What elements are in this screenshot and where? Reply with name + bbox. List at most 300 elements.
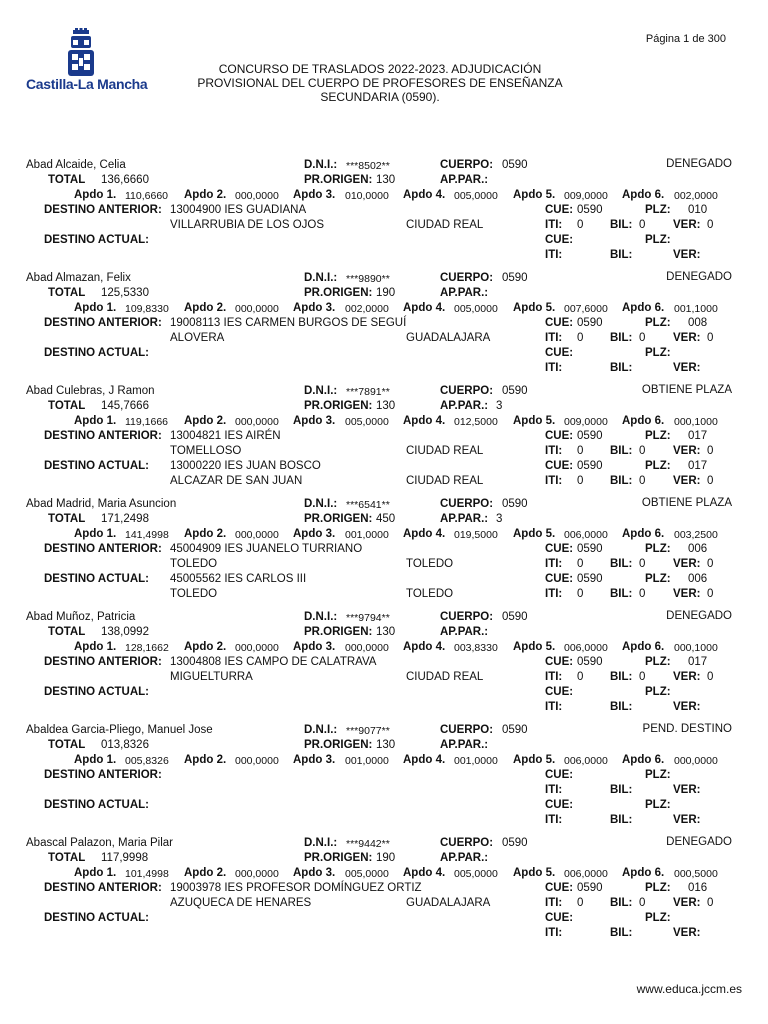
iti-label: ITI: [545, 927, 563, 939]
pr-origen-label: PR.ORIGEN: [304, 400, 373, 412]
total-value: 013,8326 [101, 739, 149, 751]
dni-value: ***6541** [346, 499, 390, 511]
iti-value: 0 [577, 897, 584, 909]
cue-value: 0590 [577, 543, 603, 555]
apdo2-label: Apdo 2. [184, 754, 227, 766]
destino-anterior-center: 13004821 IES AIRÉN [170, 430, 281, 442]
apdo4-label: Apdo 4. [403, 302, 446, 314]
apdo3-label: Apdo 3. [293, 867, 336, 879]
apdo4-value: 001,0000 [454, 755, 498, 767]
apdo5-label: Apdo 5. [513, 641, 556, 653]
castle-crest-icon [26, 28, 136, 80]
ver-label: VER: [673, 927, 701, 939]
cuerpo-value: 0590 [502, 724, 528, 736]
candidate-name: Abaldea Garcia-Pliego, Manuel Jose [26, 724, 213, 736]
apdo5-value: 006,0000 [564, 755, 608, 767]
cuerpo-value: 0590 [502, 837, 528, 849]
destino-actual-label: DESTINO ACTUAL: [44, 573, 149, 585]
ver-label: VER: [673, 362, 701, 374]
destino-anterior-label: DESTINO ANTERIOR: [44, 543, 162, 555]
pr-origen-label: PR.ORIGEN: [304, 174, 373, 186]
iti-label: ITI: [545, 897, 563, 909]
apdo5-value: 006,0000 [564, 868, 608, 880]
plz-label: PLZ: [645, 347, 671, 359]
title-line: SECUNDARIA (0590). [320, 90, 440, 104]
apdo6-value: 000,5000 [674, 868, 718, 880]
apdo6-label: Apdo 6. [622, 754, 665, 766]
apdo1-value: 119,1666 [125, 416, 169, 428]
apdo5-label: Apdo 5. [513, 754, 556, 766]
plz-value: 016 [688, 882, 708, 894]
ver-value: 0 [707, 219, 714, 231]
ap-par-value: 3 [496, 400, 503, 412]
iti-value: 0 [577, 219, 584, 231]
iti-label: ITI: [545, 362, 563, 374]
candidate-record [0, 272, 768, 382]
bil-value: 0 [639, 219, 646, 231]
cuerpo-label: CUERPO: [440, 385, 494, 397]
iti-label: ITI: [545, 219, 563, 231]
apdo5-value: 009,0000 [564, 416, 608, 428]
cue-value: 0590 [577, 656, 603, 668]
plz-label: PLZ: [645, 543, 671, 555]
ap-par-label: AP.PAR.: [440, 513, 489, 525]
castilla-la-mancha-logo [26, 28, 148, 94]
pr-origen-label: PR.ORIGEN: [304, 739, 373, 751]
dni-label: D.N.I.: [304, 385, 338, 397]
apdo6-label: Apdo 6. [622, 641, 665, 653]
destino-anterior-center: 19008113 IES CARMEN BURGOS DE SEGUÍ [170, 317, 407, 329]
apdo4-value: 019,5000 [454, 529, 498, 541]
apdo3-label: Apdo 3. [293, 189, 336, 201]
ver-label: VER: [673, 671, 701, 683]
iti-label: ITI: [545, 558, 563, 570]
iti-label: ITI: [545, 249, 563, 261]
cuerpo-value: 0590 [502, 498, 528, 510]
apdo1-value: 101,4998 [125, 868, 169, 880]
pr-origen-label: PR.ORIGEN: [304, 852, 373, 864]
cuerpo-label: CUERPO: [440, 724, 494, 736]
destino-actual-center: 45005562 IES CARLOS III [170, 573, 307, 585]
cue-label: CUE: [545, 460, 574, 472]
apdo1-value: 128,1662 [125, 642, 169, 654]
iti-value: 0 [577, 445, 584, 457]
pr-origen-value: 130 [376, 626, 396, 638]
bil-value: 0 [639, 558, 646, 570]
apdo3-label: Apdo 3. [293, 528, 336, 540]
apdo1-value: 141,4998 [125, 529, 169, 541]
apdo6-label: Apdo 6. [622, 189, 665, 201]
cuerpo-value: 0590 [502, 272, 528, 284]
cue-label: CUE: [545, 882, 574, 894]
iti-value: 0 [577, 475, 584, 487]
ver-value: 0 [707, 671, 714, 683]
iti-label: ITI: [545, 332, 563, 344]
apdo1-value: 110,6660 [125, 190, 169, 202]
apdo2-label: Apdo 2. [184, 641, 227, 653]
iti-label: ITI: [545, 814, 563, 826]
iti-label: ITI: [545, 701, 563, 713]
destino-anterior-city: ALOVERA [170, 332, 225, 344]
ver-label: VER: [673, 332, 701, 344]
apdo5-label: Apdo 5. [513, 867, 556, 879]
apdo1-label: Apdo 1. [74, 302, 117, 314]
plz-label: PLZ: [645, 799, 671, 811]
total-label: TOTAL [48, 626, 86, 638]
apdo4-value: 012,5000 [454, 416, 498, 428]
ap-par-label: AP.PAR.: [440, 287, 489, 299]
total-value: 138,0992 [101, 626, 149, 638]
dni-value: ***7891** [346, 386, 390, 398]
destino-actual-label: DESTINO ACTUAL: [44, 460, 149, 472]
iti-label: ITI: [545, 445, 563, 457]
ver-label: VER: [673, 475, 701, 487]
candidate-name: Abascal Palazon, Maria Pilar [26, 837, 174, 849]
ver-label: VER: [673, 588, 701, 600]
dni-value: ***9442** [346, 838, 390, 850]
destino-actual-province: CIUDAD REAL [406, 475, 484, 487]
pr-origen-value: 130 [376, 174, 396, 186]
cue-label: CUE: [545, 912, 574, 924]
ver-label: VER: [673, 558, 701, 570]
apdo2-label: Apdo 2. [184, 528, 227, 540]
iti-value: 0 [577, 588, 584, 600]
bil-label: BIL: [610, 588, 633, 600]
apdo3-value: 010,0000 [345, 190, 389, 202]
cuerpo-value: 0590 [502, 611, 528, 623]
apdo4-value: 005,0000 [454, 868, 498, 880]
cue-value: 0590 [577, 430, 603, 442]
cuerpo-label: CUERPO: [440, 837, 494, 849]
destino-actual-label: DESTINO ACTUAL: [44, 347, 149, 359]
bil-label: BIL: [610, 897, 633, 909]
status-badge: PEND. DESTINO [642, 723, 732, 735]
apdo4-label: Apdo 4. [403, 528, 446, 540]
destino-anterior-label: DESTINO ANTERIOR: [44, 769, 162, 781]
status-badge: OBTIENE PLAZA [641, 384, 732, 396]
apdo6-value: 000,1000 [674, 416, 718, 428]
apdo6-value: 000,1000 [674, 642, 718, 654]
bil-label: BIL: [610, 558, 633, 570]
logo-text: Castilla-La Mancha [26, 76, 148, 92]
apdo4-label: Apdo 4. [403, 867, 446, 879]
apdo1-label: Apdo 1. [74, 641, 117, 653]
candidate-record [0, 385, 768, 495]
ver-value: 0 [707, 332, 714, 344]
total-label: TOTAL [48, 174, 86, 186]
destino-actual-label: DESTINO ACTUAL: [44, 912, 149, 924]
plz-value: 008 [688, 317, 708, 329]
plz-value: 006 [688, 543, 708, 555]
total-value: 145,7666 [101, 400, 149, 412]
plz-label: PLZ: [645, 769, 671, 781]
apdo2-value: 000,0000 [235, 529, 279, 541]
destino-anterior-city: MIGUELTURRA [170, 671, 253, 683]
cuerpo-label: CUERPO: [440, 498, 494, 510]
total-label: TOTAL [48, 852, 86, 864]
bil-value: 0 [639, 332, 646, 344]
bil-value: 0 [639, 445, 646, 457]
destino-anterior-city: TOMELLOSO [170, 445, 242, 457]
status-badge: DENEGADO [666, 158, 732, 170]
destino-anterior-city: TOLEDO [170, 558, 218, 570]
candidate-record [0, 724, 768, 834]
apdo6-value: 000,0000 [674, 755, 718, 767]
plz-value: 017 [688, 430, 708, 442]
bil-label: BIL: [610, 249, 633, 261]
apdo2-label: Apdo 2. [184, 189, 227, 201]
cue-label: CUE: [545, 543, 574, 555]
total-value: 171,2498 [101, 513, 149, 525]
ap-par-label: AP.PAR.: [440, 626, 489, 638]
cue-label: CUE: [545, 799, 574, 811]
cue-value: 0590 [577, 573, 603, 585]
pr-origen-value: 450 [376, 513, 396, 525]
cue-label: CUE: [545, 317, 574, 329]
dni-label: D.N.I.: [304, 837, 338, 849]
apdo1-label: Apdo 1. [74, 754, 117, 766]
apdo3-label: Apdo 3. [293, 302, 336, 314]
apdo2-value: 000,0000 [235, 642, 279, 654]
apdo3-value: 000,0000 [345, 642, 389, 654]
ver-value: 0 [707, 897, 714, 909]
destino-actual-label: DESTINO ACTUAL: [44, 234, 149, 246]
ver-value: 0 [707, 588, 714, 600]
apdo6-value: 001,1000 [674, 303, 718, 315]
status-badge: OBTIENE PLAZA [641, 497, 732, 509]
bil-value: 0 [639, 475, 646, 487]
destino-actual-center: 13000220 IES JUAN BOSCO [170, 460, 321, 472]
candidate-record [0, 837, 768, 947]
page-number: Página 1 de 300 [645, 33, 726, 45]
destino-anterior-province: TOLEDO [406, 558, 454, 570]
candidate-name: Abad Culebras, J Ramon [26, 385, 155, 397]
destino-anterior-label: DESTINO ANTERIOR: [44, 882, 162, 894]
bil-label: BIL: [610, 362, 633, 374]
destino-anterior-label: DESTINO ANTERIOR: [44, 204, 162, 216]
ap-par-label: AP.PAR.: [440, 174, 489, 186]
plz-label: PLZ: [645, 573, 671, 585]
candidate-name: Abad Alcaide, Celia [26, 159, 126, 171]
bil-value: 0 [639, 897, 646, 909]
apdo5-label: Apdo 5. [513, 415, 556, 427]
destino-anterior-label: DESTINO ANTERIOR: [44, 317, 162, 329]
total-value: 117,9998 [101, 852, 149, 864]
total-label: TOTAL [48, 287, 86, 299]
footer-url[interactable]: www.educa.jccm.es [636, 982, 742, 996]
dni-value: ***9890** [346, 273, 390, 285]
ver-label: VER: [673, 219, 701, 231]
dni-value: ***9077** [346, 725, 390, 737]
apdo5-value: 009,0000 [564, 190, 608, 202]
apdo4-label: Apdo 4. [403, 754, 446, 766]
title-line: CONCURSO DE TRASLADOS 2022-2023. ADJUDICACIÓN [218, 62, 542, 76]
destino-anterior-center: 19003978 IES PROFESOR DOMÍNGUEZ ORTIZ [170, 882, 422, 894]
destino-anterior-city: VILLARRUBIA DE LOS OJOS [170, 219, 325, 231]
cue-value: 0590 [577, 882, 603, 894]
bil-label: BIL: [610, 332, 633, 344]
cuerpo-label: CUERPO: [440, 159, 494, 171]
ver-label: VER: [673, 701, 701, 713]
apdo3-value: 005,0000 [345, 868, 389, 880]
ver-label: VER: [673, 784, 701, 796]
apdo3-value: 005,0000 [345, 416, 389, 428]
dni-label: D.N.I.: [304, 611, 338, 623]
apdo2-value: 000,0000 [235, 755, 279, 767]
apdo2-value: 000,0000 [235, 868, 279, 880]
ver-value: 0 [707, 475, 714, 487]
candidate-record [0, 611, 768, 721]
bil-value: 0 [639, 588, 646, 600]
plz-value: 010 [688, 204, 708, 216]
ap-par-label: AP.PAR.: [440, 852, 489, 864]
apdo6-value: 002,0000 [674, 190, 718, 202]
destino-actual-city: ALCAZAR DE SAN JUAN [170, 475, 303, 487]
apdo5-value: 006,0000 [564, 529, 608, 541]
pr-origen-label: PR.ORIGEN: [304, 513, 373, 525]
apdo2-value: 000,0000 [235, 416, 279, 428]
dni-label: D.N.I.: [304, 498, 338, 510]
apdo3-value: 001,0000 [345, 755, 389, 767]
cuerpo-value: 0590 [502, 385, 528, 397]
destino-anterior-label: DESTINO ANTERIOR: [44, 656, 162, 668]
plz-label: PLZ: [645, 234, 671, 246]
bil-label: BIL: [610, 701, 633, 713]
bil-label: BIL: [610, 814, 633, 826]
plz-label: PLZ: [645, 430, 671, 442]
ap-par-label: AP.PAR.: [440, 400, 489, 412]
apdo3-value: 001,0000 [345, 529, 389, 541]
cue-label: CUE: [545, 656, 574, 668]
cue-label: CUE: [545, 204, 574, 216]
pr-origen-value: 190 [376, 852, 396, 864]
cuerpo-value: 0590 [502, 159, 528, 171]
apdo2-value: 000,0000 [235, 190, 279, 202]
apdo1-label: Apdo 1. [74, 415, 117, 427]
apdo3-label: Apdo 3. [293, 754, 336, 766]
cuerpo-label: CUERPO: [440, 272, 494, 284]
apdo5-value: 006,0000 [564, 642, 608, 654]
candidate-name: Abad Muñoz, Patricia [26, 611, 136, 623]
dni-label: D.N.I.: [304, 272, 338, 284]
apdo6-value: 003,2500 [674, 529, 718, 541]
destino-anterior-province: GUADALAJARA [406, 897, 491, 909]
ver-label: VER: [673, 445, 701, 457]
cue-value: 0590 [577, 317, 603, 329]
dni-value: ***9794** [346, 612, 390, 624]
plz-label: PLZ: [645, 204, 671, 216]
cue-label: CUE: [545, 769, 574, 781]
bil-label: BIL: [610, 671, 633, 683]
total-label: TOTAL [48, 513, 86, 525]
pr-origen-value: 130 [376, 400, 396, 412]
apdo4-value: 003,8330 [454, 642, 498, 654]
candidate-name: Abad Almazan, Felix [26, 272, 131, 284]
plz-label: PLZ: [645, 882, 671, 894]
destino-anterior-city: AZUQUECA DE HENARES [170, 897, 312, 909]
apdo1-label: Apdo 1. [74, 189, 117, 201]
destino-actual-city: TOLEDO [170, 588, 218, 600]
apdo3-label: Apdo 3. [293, 641, 336, 653]
total-label: TOTAL [48, 739, 86, 751]
apdo1-value: 005,8326 [125, 755, 169, 767]
apdo2-label: Apdo 2. [184, 302, 227, 314]
destino-anterior-center: 45004909 IES JUANELO TURRIANO [170, 543, 363, 555]
status-badge: DENEGADO [666, 836, 732, 848]
plz-value: 006 [688, 573, 708, 585]
ap-par-label: AP.PAR.: [440, 739, 489, 751]
pr-origen-value: 190 [376, 287, 396, 299]
iti-label: ITI: [545, 784, 563, 796]
apdo1-value: 109,8330 [125, 303, 169, 315]
cue-label: CUE: [545, 430, 574, 442]
bil-label: BIL: [610, 219, 633, 231]
bil-label: BIL: [610, 475, 633, 487]
plz-label: PLZ: [645, 656, 671, 668]
destino-anterior-province: CIUDAD REAL [406, 219, 484, 231]
apdo2-label: Apdo 2. [184, 415, 227, 427]
destino-actual-province: TOLEDO [406, 588, 454, 600]
plz-value: 017 [688, 656, 708, 668]
apdo6-label: Apdo 6. [622, 867, 665, 879]
apdo4-label: Apdo 4. [403, 641, 446, 653]
ap-par-value: 3 [496, 513, 503, 525]
bil-label: BIL: [610, 784, 633, 796]
iti-label: ITI: [545, 475, 563, 487]
iti-value: 0 [577, 558, 584, 570]
apdo5-label: Apdo 5. [513, 302, 556, 314]
apdo4-label: Apdo 4. [403, 189, 446, 201]
iti-label: ITI: [545, 588, 563, 600]
ver-value: 0 [707, 445, 714, 457]
plz-label: PLZ: [645, 912, 671, 924]
destino-actual-label: DESTINO ACTUAL: [44, 686, 149, 698]
apdo3-label: Apdo 3. [293, 415, 336, 427]
status-badge: DENEGADO [666, 610, 732, 622]
bil-label: BIL: [610, 927, 633, 939]
cue-label: CUE: [545, 686, 574, 698]
apdo4-value: 005,0000 [454, 303, 498, 315]
document-title [150, 62, 610, 104]
total-label: TOTAL [48, 400, 86, 412]
cue-label: CUE: [545, 347, 574, 359]
pr-origen-label: PR.ORIGEN: [304, 287, 373, 299]
ver-label: VER: [673, 814, 701, 826]
apdo6-label: Apdo 6. [622, 415, 665, 427]
apdo5-label: Apdo 5. [513, 528, 556, 540]
apdo2-value: 000,0000 [235, 303, 279, 315]
destino-anterior-province: CIUDAD REAL [406, 445, 484, 457]
destino-anterior-province: GUADALAJARA [406, 332, 491, 344]
cue-label: CUE: [545, 573, 574, 585]
apdo2-label: Apdo 2. [184, 867, 227, 879]
bil-value: 0 [639, 671, 646, 683]
destino-actual-label: DESTINO ACTUAL: [44, 799, 149, 811]
iti-value: 0 [577, 332, 584, 344]
candidate-record [0, 159, 768, 269]
bil-label: BIL: [610, 445, 633, 457]
plz-label: PLZ: [645, 317, 671, 329]
ver-label: VER: [673, 249, 701, 261]
destino-anterior-center: 13004808 IES CAMPO DE CALATRAVA [170, 656, 377, 668]
plz-label: PLZ: [645, 460, 671, 472]
apdo5-label: Apdo 5. [513, 189, 556, 201]
dni-value: ***8502** [346, 160, 390, 172]
candidate-name: Abad Madrid, Maria Asuncion [26, 498, 177, 510]
destino-anterior-center: 13004900 IES GUADIANA [170, 204, 307, 216]
ver-value: 0 [707, 558, 714, 570]
apdo4-value: 005,0000 [454, 190, 498, 202]
